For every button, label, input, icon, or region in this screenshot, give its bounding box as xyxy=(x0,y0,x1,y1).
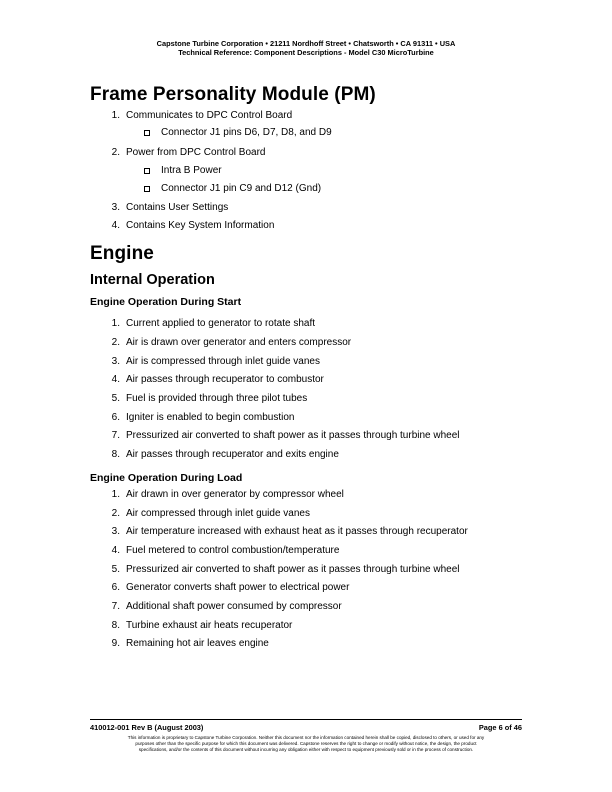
list-item: Air temperature increased with exhaust heat as it passes through recuperator xyxy=(126,526,468,537)
list-number: 4. xyxy=(111,220,120,231)
list-number: 3. xyxy=(111,526,120,537)
list-number: 3. xyxy=(111,356,120,367)
proprietary-notice-line: purposes other than the specific purpose for which this document was delivered. Capstone reserves the right to change or modify without notice, the design, the product xyxy=(135,741,477,746)
sub-list-item: Connector J1 pin C9 and D12 (Gnd) xyxy=(161,183,322,194)
list-item: Contains User Settings xyxy=(126,202,229,213)
sub-list-item: Intra B Power xyxy=(161,165,222,176)
list-item: Remaining hot air leaves engine xyxy=(126,638,269,649)
section-title-pm: Frame Personality Module (PM) xyxy=(90,84,376,105)
list-item: Communicates to DPC Control Board xyxy=(126,110,293,121)
list-item: Power from DPC Control Board xyxy=(126,147,266,158)
list-item: Air passes through recuperator to combustor xyxy=(126,374,324,385)
header-address: Capstone Turbine Corporation • 21211 Nordhoff Street • Chatsworth • CA 91311 • USA xyxy=(156,39,456,48)
list-number: 7. xyxy=(111,601,120,612)
checkbox-bullet-icon xyxy=(144,130,150,136)
heading-load: Engine Operation During Load xyxy=(90,472,243,484)
page-number: Page 6 of 46 xyxy=(478,723,522,732)
list-item: Air drawn in over generator by compressor wheel xyxy=(126,489,344,500)
list-item: Air is drawn over generator and enters compressor xyxy=(126,337,352,348)
list-item: Generator converts shaft power to electrical power xyxy=(126,582,350,593)
checkbox-bullet-icon xyxy=(144,186,150,192)
sub-list-item: Connector J1 pins D6, D7, D8, and D9 xyxy=(161,127,332,138)
list-item: Igniter is enabled to begin combustion xyxy=(126,412,295,423)
proprietary-notice-line: This information is proprietary to Capstone Turbine Corporation. Neither this document nor the information contained herein shall be copied, disclosed to others, or used for any xyxy=(127,735,485,740)
list-item: Additional shaft power consumed by compressor xyxy=(126,601,342,612)
list-number: 2. xyxy=(111,337,120,348)
list-item: Pressurized air converted to shaft power as it passes through turbine wheel xyxy=(126,430,460,441)
list-number: 3. xyxy=(111,202,120,213)
proprietary-notice-line: specifications, and/or the contents of this document without incurring any obligation either with respect to equipment previously sold or in the process of construction. xyxy=(138,747,474,752)
section-title-engine: Engine xyxy=(90,243,154,264)
list-number: 1. xyxy=(111,489,120,500)
list-item: Air passes through recuperator and exits engine xyxy=(126,449,339,460)
footer-divider xyxy=(90,719,522,720)
list-number: 2. xyxy=(111,147,120,158)
list-item: Fuel metered to control combustion/temperature xyxy=(126,545,340,556)
list-number: 2. xyxy=(111,508,120,519)
list-item: Current applied to generator to rotate shaft xyxy=(126,318,316,329)
list-number: 8. xyxy=(111,620,120,631)
list-item: Pressurized air converted to shaft power as it passes through turbine wheel xyxy=(126,564,460,575)
list-number: 7. xyxy=(111,430,120,441)
list-number: 6. xyxy=(111,582,120,593)
list-item: Contains Key System Information xyxy=(126,220,275,231)
subsection-title-internal: Internal Operation xyxy=(90,272,215,288)
list-item: Fuel is provided through three pilot tubes xyxy=(126,393,308,404)
list-number: 4. xyxy=(111,545,120,556)
header-reference: Technical Reference: Component Descriptions - Model C30 MicroTurbine xyxy=(178,48,434,57)
list-number: 1. xyxy=(111,318,120,329)
list-number: 5. xyxy=(111,393,120,404)
list-number: 4. xyxy=(111,374,120,385)
list-item: Turbine exhaust air heats recuperator xyxy=(126,620,293,631)
list-number: 1. xyxy=(111,110,120,121)
list-number: 9. xyxy=(111,638,120,649)
list-number: 8. xyxy=(111,449,120,460)
heading-start: Engine Operation During Start xyxy=(90,296,242,308)
list-item: Air is compressed through inlet guide vanes xyxy=(126,356,320,367)
list-item: Air compressed through inlet guide vanes xyxy=(126,508,310,519)
list-number: 5. xyxy=(111,564,120,575)
checkbox-bullet-icon xyxy=(144,168,150,174)
list-number: 6. xyxy=(111,412,120,423)
document-number: 410012-001 Rev B (August 2003) xyxy=(90,723,204,732)
